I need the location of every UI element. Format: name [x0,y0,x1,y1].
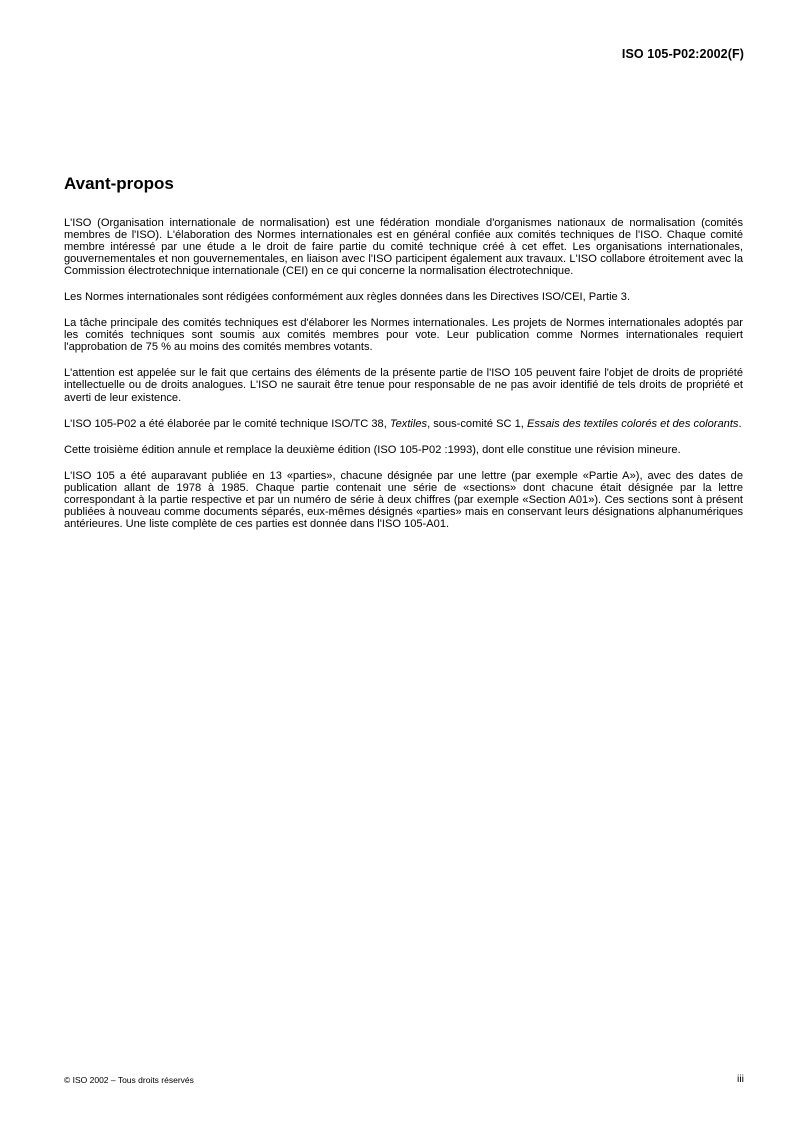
prepared-by-middle: , sous-comité SC 1, [427,417,527,430]
prepared-by-suffix: . [738,417,742,430]
prepared-by-prefix: L'ISO 105-P02 a été élaborée par le comité technique ISO/TC 38, [64,417,390,430]
paragraph-prepared-by [64,418,743,430]
paragraph-history: L'ISO 105 a été auparavant publiée en 13 «parties», chacune désignée par une lettre (par exemple «Partie A»), avec des dates de publication allant de 1978 à 1985. Chaque partie contenait une série de «sections» dont chacune était désignée par la lettre correspondant à la partie respective et par un numéro de série à deux chiffres (par exemple «Section A01»). Ces sections sont à présent publiées à nouveau comme documents séparés, eux-mêmes désignés «parties» mais en conservant leurs désignations alphanumériques antérieures. Une liste complète de ces parties est donnée dans l'ISO 105-A01. [64,469,743,530]
foreword-body [64,217,743,544]
footer-copyright: © ISO 2002 – Tous droits réservés [64,1075,194,1085]
subcommittee-name: Essais des textiles colorés et des colorants [526,417,739,430]
paragraph-directives: Les Normes internationales sont rédigées conformément aux règles données dans les Directives ISO/CEI, Partie 3. [64,291,631,304]
footer-page-number: iii [737,1073,744,1085]
paragraph-technical-committees: La tâche principale des comités techniques est d'élaborer les Normes internationales. Les projets de Normes internationales adoptés par les comités techniques sont soumis aux comités membres pour vote. Leur publication comme Normes internationales requiert l'approbation de 75 % au moins des comités membres votants. [64,317,743,354]
document-id: ISO 105-P02:2002(F) [621,47,744,61]
paragraph-iso-organisation: L'ISO (Organisation internationale de normalisation) est une fédération mondiale d'organismes nationaux de normalisation (comités membres de l'ISO). L'élaboration des Normes internationales est en général confiée aux comités techniques de l'ISO. Chaque comité membre intéressé par une étude a le droit de faire partie du comité technique créé à cet effet. Les organisations internationales, gouvernementales et non gouvernementales, en liaison avec l'ISO participent également aux travaux. L'ISO collabore étroitement avec la Commission électrotechnique internationale (CEI) en ce qui concerne la normalisation électrotechnique. [64,217,743,278]
paragraph-patent-rights: L'attention est appelée sur le fait que certains des éléments de la présente partie de l'ISO 105 peuvent faire l'objet de droits de propriété intellectuelle ou de droits analogues. L'ISO ne saurait être tenue pour responsable de ne pas avoir identifié de tels droits de propriété et averti de leur existence. [64,367,743,404]
committee-name: Textiles [389,417,428,430]
paragraph-edition: Cette troisième édition annule et remplace la deuxième édition (ISO 105-P02 :1993), dont elle constitue une révision mineure. [64,443,681,456]
page-title: Avant-propos [64,174,174,193]
